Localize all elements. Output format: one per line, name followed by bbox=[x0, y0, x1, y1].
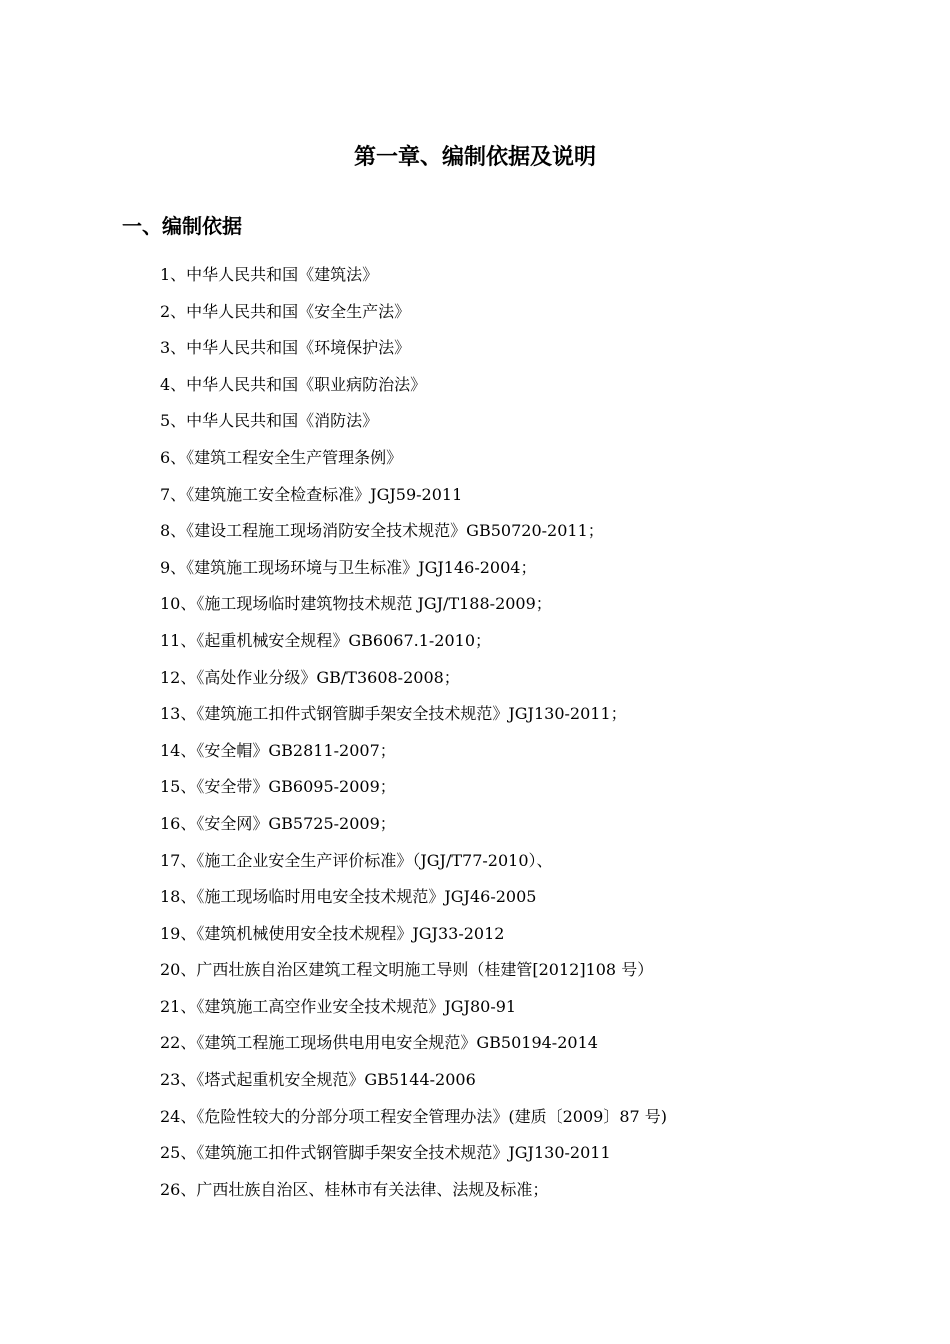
section-title: 一、编制依据 bbox=[122, 214, 242, 238]
basis-list bbox=[160, 262, 880, 1213]
list-item: 15、《安全带》GB6095-2009； bbox=[160, 777, 396, 797]
chapter-title: 第一章、编制依据及说明 bbox=[353, 145, 596, 170]
list-item: 7、《建筑施工安全检查标准》JGJ59-2011 bbox=[160, 484, 463, 504]
list-item: 10、《施工现场临时建筑物技术规范 JGJ/T188-2009； bbox=[160, 594, 552, 614]
list-item: 26、广西壮族自治区、桂林市有关法律、法规及标准； bbox=[160, 1179, 549, 1199]
list-item: 20、广西壮族自治区建筑工程文明施工导则（桂建管[2012]108 号） bbox=[160, 960, 654, 980]
list-item: 2、中华人民共和国《安全生产法》 bbox=[160, 301, 411, 321]
list-item: 4、中华人民共和国《职业病防治法》 bbox=[160, 374, 427, 394]
list-item: 8、《建设工程施工现场消防安全技术规范》GB50720-2011； bbox=[160, 521, 604, 541]
list-item: 22、《建筑工程施工现场供电用电安全规范》GB50194-2014 bbox=[160, 1033, 598, 1053]
list-item: 9、《建筑施工现场环境与卫生标准》JGJ146-2004； bbox=[160, 557, 537, 577]
list-item: 5、中华人民共和国《消防法》 bbox=[160, 411, 379, 431]
list-item: 16、《安全网》GB5725-2009； bbox=[160, 813, 396, 833]
list-item: 13、《建筑施工扣件式钢管脚手架安全技术规范》JGJ130-2011； bbox=[160, 704, 627, 724]
list-item: 17、《施工企业安全生产评价标准》（JGJ/T77-2010）、 bbox=[160, 850, 553, 870]
list-item: 25、《建筑施工扣件式钢管脚手架安全技术规范》JGJ130-2011 bbox=[160, 1143, 611, 1163]
list-item: 12、《高处作业分级》GB/T3608-2008； bbox=[160, 667, 460, 687]
list-item: 14、《安全帽》GB2811-2007； bbox=[160, 740, 396, 760]
list-item: 24、《危险性较大的分部分项工程安全管理办法》(建质〔2009〕87 号) bbox=[160, 1106, 668, 1126]
list-item: 19、《建筑机械使用安全技术规程》JGJ33-2012 bbox=[160, 923, 505, 943]
list-item: 23、《塔式起重机安全规范》GB5144-2006 bbox=[160, 1070, 476, 1090]
list-item: 1、中华人民共和国《建筑法》 bbox=[160, 265, 379, 284]
list-item: 11、《起重机械安全规程》GB6067.1-2010； bbox=[160, 630, 492, 650]
list-item: 18、《施工现场临时用电安全技术规范》JGJ46-2005 bbox=[160, 887, 537, 907]
list-item: 21、《建筑施工高空作业安全技术规范》JGJ80-91 bbox=[160, 996, 517, 1016]
list-item: 3、中华人民共和国《环境保护法》 bbox=[160, 338, 411, 358]
list-item: 6、《建筑工程安全生产管理条例》 bbox=[160, 447, 403, 467]
